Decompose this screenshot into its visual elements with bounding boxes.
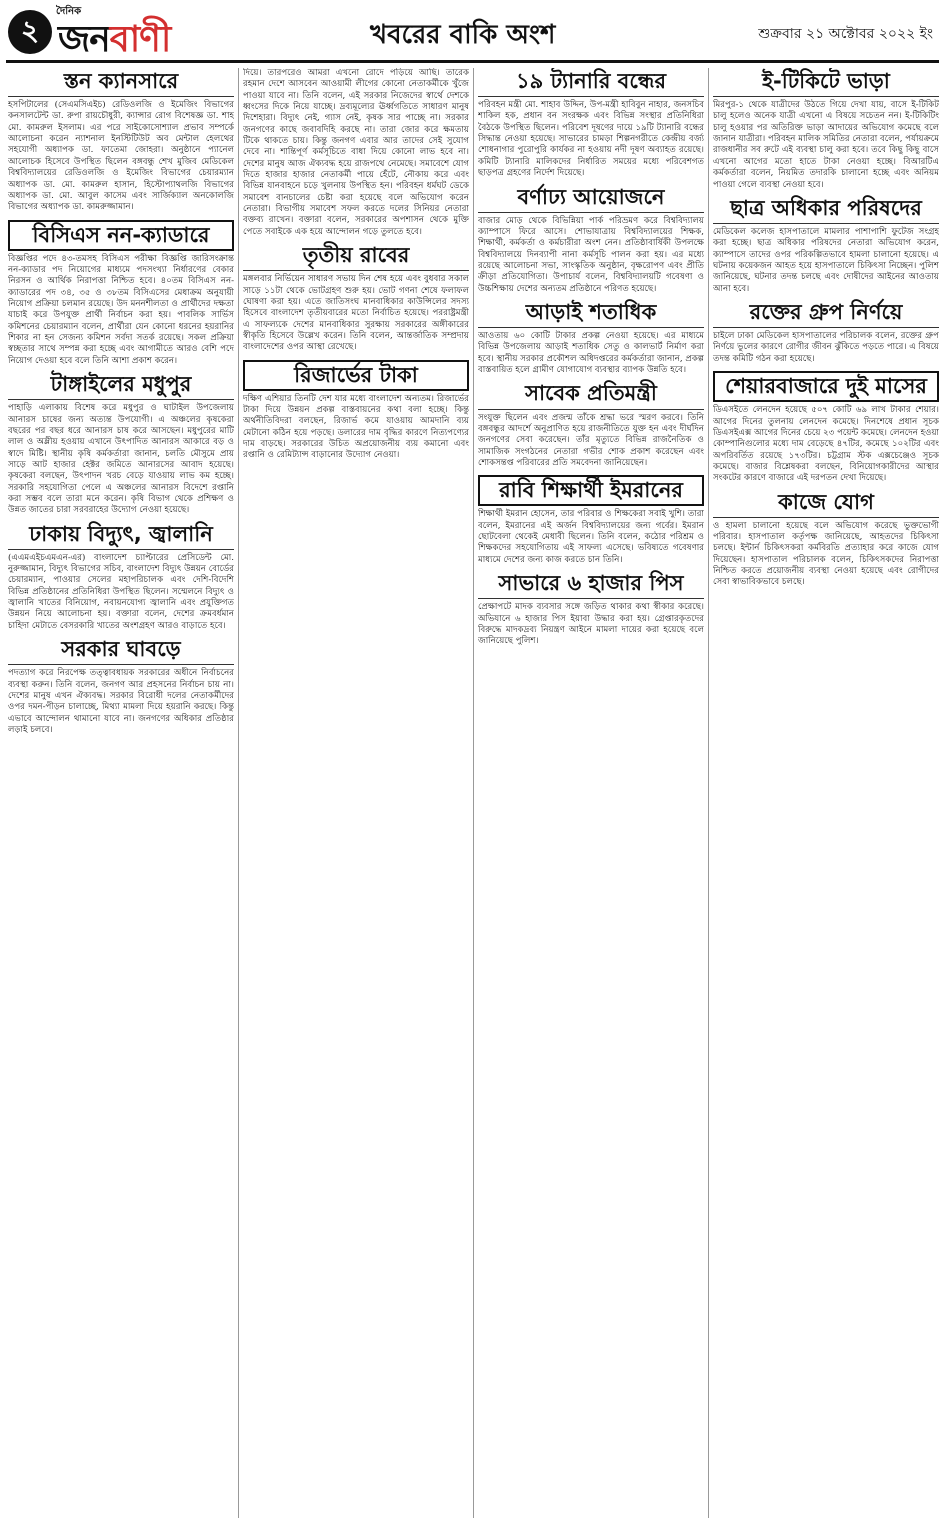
news-article bbox=[713, 197, 939, 295]
date-line: শুক্রবার ২১ অক্টোবর ২০২২ ইং bbox=[758, 26, 933, 42]
article-headline: ই-টিকিটে ভাড়া bbox=[713, 70, 939, 97]
news-article bbox=[243, 68, 469, 238]
article-body: মিরপুর-১ থেকে যাত্রীদের উঠতে গিয়ে দেখা যায়, বাসে ই-টিকিট চালু হলেও অনেক যাত্রী এখনো এ বিষয়ে সচেতন নন। ই-টিকিটিং চালু হওয়ার পর অতিরিক্ত ভাড়া আদায়ের অভিযোগ কমেছে বলে জানান যাত্রীরা। পরিবহন মালিক সমিতির নেতারা বলেন, পর্যায়ক্রমে রাজধানীর সব রুটে এই ব্যবস্থা চালু করা হবে। তবে কিছু কিছু বাসে এখনো আগের মতো হাতে টাকা নেওয়া হচ্ছে। বিআরটিএ কর্মকর্তারা বলেন, নিয়মিত তদারকি চালানো হচ্ছে এবং অনিয়ম পাওয়া গেলে ব্যবস্থা নেওয়া হবে। bbox=[713, 100, 939, 190]
news-article bbox=[478, 301, 704, 376]
article-body: দিয়ে। তারপরেও আমরা এখনো রোদে পড়িয়ে আছি। তারেক রহমান দেশে আসবেন আওয়ামী লীগের কোনো নেতাকর্মীকে খুঁজে পাওয়া যাবে না। তিনি বলেন, এই সরকার নিজেদের স্বার্থে দেশকে ধ্বংসের দিকে নিয়ে যাচ্ছে। দ্রব্যমূল্যের ঊর্ধ্বগতিতে সাধারণ মানুষ দিশেহারা। বিদ্যুৎ নেই, গ্যাস নেই, কৃষক সার পাচ্ছে না। সরকার জনগণের কাছে জবাবদিহি করছে না। তারা জোর করে ক্ষমতায় টিকে থাকতে চায়। কিন্তু জনগণ এবার আর তাদের সেই সুযোগ দেবে না। শান্তিপূর্ণ কর্মসূচিতে বাধা দিয়ে কোনো লাভ হবে না। দেশের মানুষ আজ ঐক্যবদ্ধ হয়ে রাজপথে নেমেছে। সমাবেশে যোগ দিতে হাজার হাজার নেতাকর্মী পায়ে হেঁটে, নৌকায় করে এবং বিভিন্ন যানবাহনে চড়ে খুলনায় উপস্থিত হন। পরিবহন ধর্মঘট ডেকে সমাবেশ বানচালের চেষ্টা করা হয়েছে বলে অভিযোগ করেন নেতারা। বিভাগীয় সমাবেশ সফল করতে দলের সিনিয়র নেতারা বক্তব্য রাখেন। বক্তারা বলেন, সরকারের অপশাসন থেকে মুক্তি পেতে সবাইকে এক হয়ে আন্দোলন গড়ে তুলতে হবে। bbox=[243, 68, 469, 237]
column-1 bbox=[8, 68, 234, 1518]
news-article bbox=[713, 491, 939, 589]
article-headline: শেয়ারবাজারে দুই মাসের bbox=[713, 371, 939, 402]
masthead bbox=[0, 0, 945, 60]
article-headline: সরকার ঘাবড়ে bbox=[8, 638, 234, 665]
column-4 bbox=[713, 68, 939, 1518]
logo-second: বাণী bbox=[109, 18, 171, 60]
article-headline: টাঙ্গাইলের মধুপুর bbox=[8, 373, 234, 400]
article-headline: রাবি শিক্ষার্থী ইমরানের bbox=[478, 475, 704, 506]
article-body: হসপিটালের (সেএমসিএইচ) রেডিওলজি ও ইমেজিং বিভাগের কনসালটেন্ট ডা. রুপা রায়চৌধুরী, ক্যান্সার রোগ বিশেষজ্ঞ ডা. শাহ মো. কামরুল ইসলাম। এর পরে সাইকোসোশ্যাল প্রভাব সম্পর্কে আলোচনা করেন ন্যাশনাল ইনস্টিটিউট অব মেন্টাল হেলথের সহযোগী অধ্যাপক ডা. ফাতেমা জোহরা। অনুষ্ঠানে প্যানেল আলোচক হিসেবে উপস্থিত ছিলেন বঙ্গবন্ধু শেখ মুজিব মেডিকেল বিশ্ববিদ্যালয়ের রেডিওলজি ও ইমেজিং বিভাগের চেয়ারম্যান অধ্যাপক ডা. মো. কামরুল হাসান, হিস্টোপ্যাথলজি বিভাগের অধ্যাপক ডা. মো. আবুল কাসেম এবং সার্জিক্যাল অনকোলজি বিভাগের অধ্যাপক ডা. কামরুজ্জামান। bbox=[8, 100, 234, 213]
article-body: পরিবহন মন্ত্রী মো. শাহাব উদ্দিন, উপ-মন্ত্রী হাবিবুন নাহার, জনসচিব শাকিল হক, প্রধান বন সংরক্ষক এবং বিভিন্ন সংস্থার প্রতিনিধিরা বৈঠকে উপস্থিত ছিলেন। পরিবেশ দূষণের দায়ে ১৯টি ট্যানারি বন্ধের সিদ্ধান্ত নেওয়া হয়েছে। সাভারের চামড়া শিল্পনগরীতে কেন্দ্রীয় বর্জ্য শোধনাগার পুরোপুরি কার্যকর না হওয়ায় নদী দূষণ অব্যাহত রয়েছে। কমিটি ট্যানারি মালিকদের নির্ধারিত সময়ের মধ্যে পরিবেশগত ছাড়পত্র গ্রহণের নির্দেশ দিয়েছে। bbox=[478, 100, 704, 179]
article-headline: বর্ণাঢ্য আয়োজনে bbox=[478, 186, 704, 213]
column-divider bbox=[238, 68, 239, 1518]
article-body: (এএমএইচএমএন-এর) বাংলাদেশ চ্যাপ্টারের প্রেসিডেন্ট মো. নুরুজ্জামান, বিদ্যুৎ বিভাগের সচিব, বাংলাদেশ বিদ্যুৎ উন্নয়ন বোর্ডের চেয়ারম্যান, পাওয়ার সেলের মহাপরিচালক এবং দেশি-বিদেশি বিভিন্ন প্রতিষ্ঠানের প্রতিনিধিরা উপস্থিত ছিলেন। সম্মেলনে বিদ্যুৎ ও জ্বালানি খাতের বিনিয়োগ, নবায়নযোগ্য জ্বালানি এবং প্রযুক্তিগত উন্নয়ন নিয়ে আলোচনা হয়। বক্তারা বলেন, দেশের ক্রমবর্ধমান চাহিদা মেটাতে বেসরকারি খাতের অংশগ্রহণ আরও বাড়াতে হবে। bbox=[8, 552, 234, 631]
news-article bbox=[8, 220, 234, 368]
article-body: চাইলে ঢাকা মেডিকেল হাসপাতালের পরিচালক বলেন, রক্তের গ্রুপ নির্ণয়ে ভুলের কারণে রোগীর জীবন ঝুঁকিতে পড়তে পারে। এ বিষয়ে তদন্ত কমিটি গঠন করা হয়েছে। bbox=[713, 331, 939, 364]
article-body: প্রেক্ষাপটে মাদক ব্যবসার সঙ্গে জড়িত থাকার কথা স্বীকার করেছে। অভিযানে ৬ হাজার পিস ইয়াবা উদ্ধার করা হয়। গ্রেপ্তারকৃতদের বিরুদ্ধে মাদকদ্রব্য নিয়ন্ত্রণ আইনে মামলা দায়ের করা হয়েছে বলে জানিয়েছে পুলিশ। bbox=[478, 602, 704, 647]
section-title: খবরের বাকি অংশ bbox=[370, 20, 556, 50]
article-body: দক্ষিণ এশিয়ার তিনটি দেশ যার মধ্যে বাংলাদেশ অন্যতম। রিজার্ভের টাকা দিয়ে উন্নয়ন প্রকল্প বাস্তবায়নের কথা বলা হচ্ছে। কিন্তু অর্থনীতিবিদরা বলছেন, রিজার্ভ কমে যাওয়ায় আমদানি ব্যয় মেটানো কঠিন হয়ে পড়ছে। ডলারের দাম বৃদ্ধির কারণে নিত্যপণ্যের দাম বাড়ছে। সরকারের উচিত অপ্রয়োজনীয় ব্যয় কমানো এবং রপ্তানি ও রেমিট্যান্স বাড়ানোর উদ্যোগ নেওয়া। bbox=[243, 393, 469, 461]
article-headline: বিসিএস নন-ক্যাডারে bbox=[8, 220, 234, 251]
news-article bbox=[478, 382, 704, 469]
article-body: মেডিকেল কলেজ হাসপাতালে মামলার পাশাপাশি ফুটেজ সংগ্রহ করা হচ্ছে। ছাত্র অধিকার পরিষদের নেতারা অভিযোগ করেন, ক্যাম্পাসে তাদের ওপর পরিকল্পিতভাবে হামলা চালানো হয়েছে। এ ঘটনায় কয়েকজন আহত হয়ে হাসপাতালে চিকিৎসা নিচ্ছেন। পুলিশ জানিয়েছে, ঘটনার তদন্ত চলছে এবং দোষীদের আইনের আওতায় আনা হবে। bbox=[713, 226, 939, 294]
column-2 bbox=[243, 68, 469, 1518]
news-article bbox=[713, 371, 939, 485]
article-headline: কাজে যোগ bbox=[713, 491, 939, 518]
news-article bbox=[8, 523, 234, 633]
logo-prefix: দৈনিক bbox=[56, 6, 82, 17]
article-headline: স্তন ক্যানসারে bbox=[8, 70, 234, 97]
article-headline: ঢাকায় বিদ্যুৎ, জ্বালানি bbox=[8, 523, 234, 550]
article-body: মঙ্গলবার নির্ভিয়েন সাধারণ সভায় দিন শেষ হয়ে এবং বুধবার সকাল সাড়ে ১১টা থেকে ভোটগ্রহণ শুরু হয়। ভোট গণনা শেষে ফলাফল ঘোষণা করা হয়। এতে জাতিসংঘ মানবাধিকার কাউন্সিলের সদস্য হিসেবে বাংলাদেশ তৃতীয়বারের মতো নির্বাচিত হয়েছে। পররাষ্ট্রমন্ত্রী এ সাফল্যকে দেশের মানবাধিকার সুরক্ষায় সরকারের অঙ্গীকারের স্বীকৃতি হিসেবে উল্লেখ করেন। তিনি বলেন, আন্তর্জাতিক সম্প্রদায় বাংলাদেশের ওপর আস্থা রেখেছে। bbox=[243, 274, 469, 353]
news-article bbox=[478, 475, 704, 566]
article-headline: রক্তের গ্রুপ নির্ণয়ে bbox=[713, 301, 939, 328]
news-article bbox=[713, 301, 939, 365]
news-article bbox=[478, 70, 704, 180]
article-body: শিক্ষার্থী ইমরান হোসেন, তার পরিবার ও শিক্ষকেরা সবাই খুশি। তারা বলেন, ইমরানের এই অর্জন বিশ্ববিদ্যালয়ের জন্য গর্বের। ইমরান ছোটবেলা থেকেই মেধাবী ছিলেন। তিনি বলেন, কঠোর পরিশ্রম ও শিক্ষকদের সহযোগিতায় এই সাফল্য এসেছে। ভবিষ্যতে গবেষণার মাধ্যমে দেশের জন্য কাজ করতে চান তিনি। bbox=[478, 509, 704, 565]
article-body: পদত্যাগ করে নিরপেক্ষ তত্ত্বাবধায়ক সরকারের অধীনে নির্বাচনের ব্যবস্থা করুন। তিনি বলেন, জনগণ আর প্রহসনের নির্বাচন চায় না। দেশের মানুষ এখন ঐক্যবদ্ধ। সরকার বিরোধী দলের নেতাকর্মীদের ওপর দমন-পীড়ন চালাচ্ছে, মিথ্যা মামলা দিয়ে হয়রানি করছে। কিন্তু এভাবে আন্দোলন থামানো যাবে না। জনগণের অধিকার প্রতিষ্ঠার লড়াই চলবে। bbox=[8, 668, 234, 735]
masthead-rule bbox=[6, 60, 939, 63]
logo-first: জন bbox=[58, 18, 110, 60]
page-number: ২ bbox=[8, 10, 52, 54]
column-divider bbox=[473, 68, 474, 1518]
article-headline: তৃতীয় রাবের bbox=[243, 244, 469, 271]
column-3 bbox=[478, 68, 704, 1518]
article-body: বাজার মোড় থেকে বিভিন্নিয়া পার্ক পরিভ্রমণ করে বিশ্ববিদ্যালয় ক্যাম্পাসে ফিরে আসে। শোভাযাত্রায় বিশ্ববিদ্যালয়ের শিক্ষক, শিক্ষার্থী, কর্মকর্তা ও কর্মচারীরা অংশ নেন। প্রতিষ্ঠাবার্ষিকী উপলক্ষে বিশ্ববিদ্যালয়ে দিনব্যাপী নানা কর্মসূচি পালন করা হয়। এর মধ্যে রয়েছে আলোচনা সভা, সাংস্কৃতিক অনুষ্ঠান, বৃক্ষরোপণ এবং প্রীতি ক্রীড়া প্রতিযোগিতা। উপাচার্য বলেন, বিশ্ববিদ্যালয়টি গবেষণা ও উচ্চশিক্ষায় দেশের অন্যতম প্রতিষ্ঠানে পরিণত হয়েছে। bbox=[478, 215, 704, 294]
article-body: সংযুক্ত ছিলেন এবং প্রজন্ম তাঁকে শ্রদ্ধা ভরে স্মরণ করবে। তিনি বঙ্গবন্ধুর আদর্শে অনুপ্রাণিত হয়ে রাজনীতিতে যুক্ত হন এবং দীর্ঘদিন জনগণের সেবা করেছেন। তাঁর মৃত্যুতে বিভিন্ন রাজনৈতিক ও সামাজিক সংগঠনের নেতারা গভীর শোক প্রকাশ করেছেন এবং শোকসন্তপ্ত পরিবারের প্রতি সমবেদনা জানিয়েছেন। bbox=[478, 412, 704, 468]
article-body: বিজ্ঞপ্তির পদে ৪৩-তমসহ বিসিএস পরীক্ষা বিজ্ঞপ্তি জারিসংক্রান্ত নন-ক্যাডার পদ নিয়োগের মাধ্যমে পদসংখ্যা নির্ধারণের বেকার নিরসন ও আর্থিক নিরাপত্তা নিশ্চিত হবে। ৪০তম বিসিএস নন-ক্যাডারের পদ ৩৪, ৩৫ ও ৩৮তম বিসিএসের মেধাক্রম অনুযায়ী নিয়োগ প্রক্রিয়া চলমান রয়েছে। উদ মননশীলতা ও প্রার্থীদের দক্ষতা যাচাই করে উপযুক্ত প্রার্থী নির্বাচন করা হয়। পাবলিক সার্ভিস কমিশনের চেয়ারম্যান বলেন, প্রার্থীরা যেন কোনো ধরনের হয়রানির শিকার না হন সেজন্য কমিশন সর্বদা সতর্ক রয়েছে। সকল প্রক্রিয়া স্বচ্ছতার সাথে সম্পন্ন করা হচ্ছে এবং আগামীতে আরও বেশি পদে নিয়োগ দেওয়া হবে বলে তিনি আশা প্রকাশ করেন। bbox=[8, 253, 234, 366]
news-article bbox=[8, 638, 234, 736]
article-body: আওতায় ৬০ কোটি টাকার প্রকল্প নেওয়া হয়েছে। এর মাধ্যমে বিভিন্ন উপজেলায় আড়াই শতাধিক সেতু ও কালভার্ট নির্মাণ করা হবে। স্থানীয় সরকার প্রকৌশল অধিদপ্তরের কর্মকর্তারা জানান, প্রকল্প বাস্তবায়িত হলে গ্রামীণ যোগাযোগ ব্যবস্থার ব্যাপক উন্নতি হবে। bbox=[478, 331, 704, 376]
news-article bbox=[243, 360, 469, 462]
news-article bbox=[243, 244, 469, 354]
logo-name bbox=[58, 12, 170, 72]
article-body: ও হামলা চালানো হয়েছে বলে অভিযোগ করেছে ভুক্তভোগী পরিবার। হাসপাতাল কর্তৃপক্ষ জানিয়েছে, আহতদের চিকিৎসা চলছে। ইন্টার্ন চিকিৎসকরা কর্মবিরতি প্রত্যাহার করে কাজে যোগ দিয়েছেন। হাসপাতাল পরিচালক বলেন, চিকিৎসকদের নিরাপত্তা নিশ্চিত করতে প্রয়োজনীয় ব্যবস্থা নেওয়া হয়েছে এবং রোগীদের সেবা স্বাভাবিকভাবে চলছে। bbox=[713, 520, 939, 588]
article-headline: সাভারে ৬ হাজার পিস bbox=[478, 572, 704, 599]
news-article bbox=[478, 186, 704, 296]
article-body: পাহাড়ি এলাকায় বিশেষ করে মধুপুর ও ঘাটাইল উপজেলায় আনারস চাষের জন্য অত্যন্ত উপযোগী। এ অঞ্চলের কৃষকেরা বছরের পর বছর ধরে আনারস চাষ করে আসছেন। মধুপুরের মাটি লাল ও অম্লীয় হওয়ায় এখানে উৎপাদিত আনারস আকারে বড় ও স্বাদে মিষ্টি। স্থানীয় কৃষি কর্মকর্তারা জানান, চলতি মৌসুমে প্রায় সাড়ে আট হাজার হেক্টর জমিতে আনারসের আবাদ হয়েছে। কৃষকেরা বলছেন, উৎপাদন খরচ বেড়ে যাওয়ায় লাভ কম হচ্ছে। সরকারি সহযোগিতা পেলে এ অঞ্চলের আনারস বিদেশে রপ্তানি করা সম্ভব বলে তারা মনে করেন। কৃষি বিভাগ থেকে প্রশিক্ষণ ও উন্নত জাতের চারা সরবরাহের উদ্যোগ নেওয়া হয়েছে। bbox=[8, 403, 234, 516]
article-headline: ১৯ ট্যানারি বন্ধের bbox=[478, 70, 704, 97]
article-headline: সাবেক প্রতিমন্ত্রী bbox=[478, 382, 704, 409]
column-divider bbox=[708, 68, 709, 1518]
news-article bbox=[478, 572, 704, 647]
news-article bbox=[8, 373, 234, 517]
newspaper-logo bbox=[56, 4, 206, 60]
article-headline: আড়াই শতাধিক bbox=[478, 301, 704, 328]
article-body: ডিএসইতে লেনদেন হয়েছে ৫০৭ কোটি ৬৯ লাখ টাকার শেয়ার। আগের দিনের তুলনায় লেনদেন কমেছে। দিনশেষে প্রধান সূচক ডিএসইএক্স আগের দিনের চেয়ে ২৩ পয়েন্ট কমেছে। লেনদেন হওয়া কোম্পানিগুলোর মধ্যে দাম বেড়েছে ৪৭টির, কমেছে ১০২টির এবং অপরিবর্তিত রয়েছে ১৭৩টির। চট্টগ্রাম স্টক এক্সচেঞ্জেও সূচক কমেছে। বাজার বিশ্লেষকরা বলছেন, বিনিয়োগকারীদের আস্থার সংকটের কারণে বাজারে এই দরপতন দেখা দিয়েছে। bbox=[713, 405, 939, 484]
article-headline: ছাত্র অধিকার পরিষদের bbox=[713, 197, 939, 224]
article-headline: রিজার্ভের টাকা bbox=[243, 360, 469, 391]
news-article bbox=[8, 70, 234, 214]
news-article bbox=[713, 70, 939, 191]
